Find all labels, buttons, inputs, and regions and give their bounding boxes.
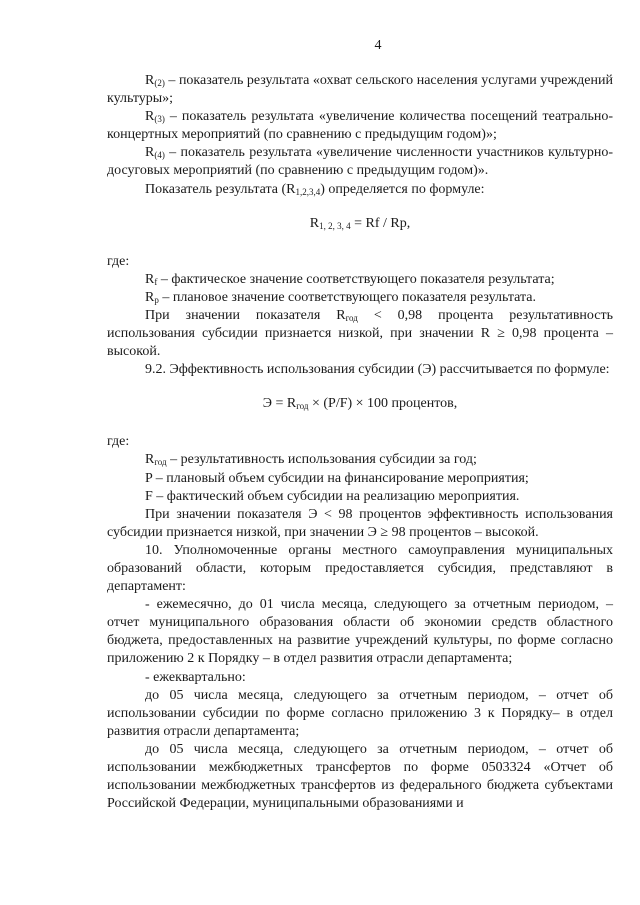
formula-efficiency — [107, 395, 613, 413]
formula-intro-start: Показатель результата (R — [145, 181, 296, 197]
r4-symbol: R — [145, 145, 155, 161]
rf-text: – фактическое значение соответствующего показателя результата; — [157, 271, 555, 287]
paragraph-10: 10. Уполномоченные органы местного самоуправления муниципальных образований области, которым предоставляется субсидия, представляют в департамент: — [107, 542, 613, 595]
paragraph-r2 — [107, 72, 613, 108]
rp-subscript: p — [154, 294, 159, 305]
paragraph-9-2: 9.2. Эффективность использования субсидии (Э) рассчитывается по формуле: — [145, 362, 610, 378]
paragraph-r4 — [107, 144, 613, 180]
formula1-rest: = Rf / Rp, — [350, 215, 411, 231]
paragraph-efficiency-threshold: При значении показателя Э < 98 процентов эффективность использования субсидии признается низкой, при значении Э ≥ 98 процентов – высокой. — [107, 506, 613, 540]
where-label-1: где: — [107, 253, 130, 269]
r3-text: – показатель результата «увеличение количества посещений театрально-концертных мероприятий (по сравнению с предыдущим годом)»; — [107, 109, 613, 143]
page-number: 4 — [374, 38, 382, 53]
paragraph-rgod — [107, 451, 613, 469]
formula2-end: × (P/F) × 100 процентов, — [308, 396, 458, 412]
rf-symbol: R — [145, 271, 155, 287]
rgod-text: – результативность использования субсидии за год; — [166, 452, 477, 468]
formula1-symbol: R — [309, 215, 320, 231]
formula-intro-end: ) определяется по формуле: — [320, 181, 485, 197]
formula-result — [107, 215, 613, 233]
rf-subscript: f — [154, 276, 158, 287]
paragraph-formula-intro — [107, 181, 613, 199]
threshold1-subscript: год — [345, 312, 358, 323]
rgod-subscript: год — [154, 457, 167, 468]
paragraph-p: P – плановый объем субсидии на финансирование мероприятия; — [145, 470, 529, 486]
paragraph-quarterly-1: до 05 числа месяца, следующего за отчетным периодом, – отчет об использовании субсидии по форме согласно приложению 3 к Порядку– в отдел развития отрасли департамента; — [107, 687, 613, 739]
paragraph-quarterly: - ежеквартально: — [145, 669, 246, 685]
formula2-subscript: год — [296, 401, 309, 412]
threshold1-end: < 0,98 процента результативность использования субсидии признается низкой, при значении R ≥ 0,98 процента – высокой. — [107, 307, 613, 360]
r3-subscript: (3) — [154, 114, 165, 125]
rp-text: – плановое значение соответствующего показателя результата. — [158, 289, 536, 305]
paragraph-r3 — [107, 108, 613, 144]
formula-intro-subscript: 1,2,3,4 — [295, 186, 321, 197]
document-page — [107, 38, 613, 813]
r3-symbol: R — [145, 109, 155, 125]
paragraph-rf — [107, 271, 613, 289]
paragraph-result-threshold — [107, 307, 613, 361]
r2-symbol: R — [145, 73, 155, 88]
paragraph-f: F – фактический объем субсидии на реализацию мероприятия. — [145, 488, 520, 504]
rgod-symbol: R — [145, 452, 155, 468]
r2-subscript: (2) — [154, 78, 165, 88]
r4-subscript: (4) — [154, 150, 165, 161]
paragraph-monthly: - ежемесячно, до 01 числа месяца, следующего за отчетным периодом, – отчет муниципального образования области об экономии средств областного бюджета, предоставленных на развитие учреждений культуры, по форме согласно приложению 2 к Порядку – в отдел развития отрасли департамента; — [107, 597, 613, 667]
threshold1-start: При значении показателя R — [145, 307, 346, 323]
rp-symbol: R — [145, 289, 155, 305]
paragraph-rp — [107, 289, 613, 307]
formula1-subscript: 1, 2, 3, 4 — [319, 220, 351, 231]
paragraph-quarterly-2: до 05 числа месяца, следующего за отчетным периодом, – отчет об использовании межбюджетных трансфертов по форме 0503324 «Отчет об использовании межбюджетных трансфертов из федерального бюджета субъектами Российской Федерации, муниципальными образованиями и — [107, 741, 613, 812]
r2-text: – показатель результата «охват сельского населения услугами учреждений культуры»; — [107, 73, 613, 107]
where-label-2: где: — [107, 434, 130, 450]
r4-text: – показатель результата «увеличение численности участников культурно-досуговых мероприятий (по сравнению с предыдущим годом)». — [107, 145, 613, 179]
formula2-start: Э = R — [262, 396, 297, 412]
